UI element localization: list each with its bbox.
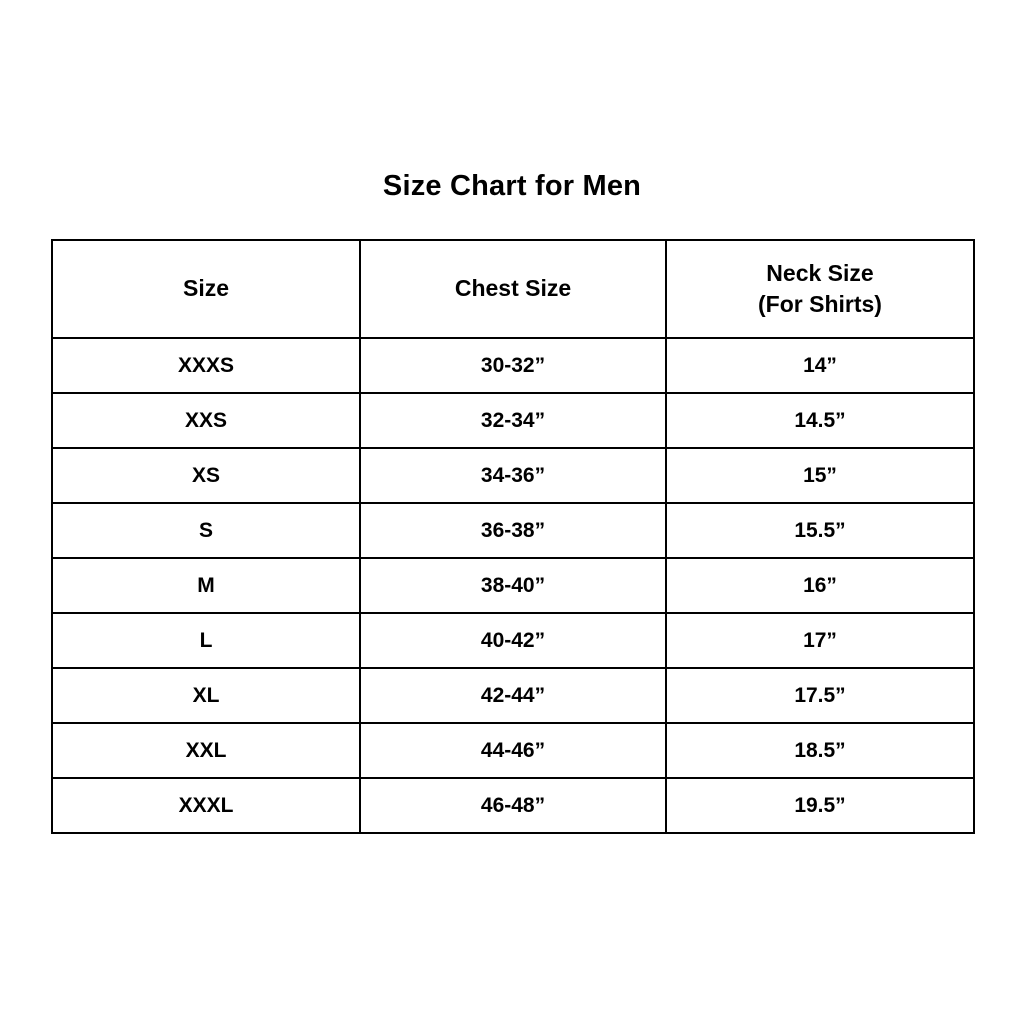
column-header-neck-sublabel: (For Shirts) — [758, 291, 882, 317]
cell-chest: 34-36” — [360, 448, 666, 503]
cell-neck: 15.5” — [666, 503, 974, 558]
cell-chest: 42-44” — [360, 668, 666, 723]
table-row — [52, 338, 974, 393]
cell-chest: 38-40” — [360, 558, 666, 613]
cell-neck: 16” — [666, 558, 974, 613]
table-row — [52, 393, 974, 448]
size-chart-table-container — [51, 239, 973, 834]
column-header-neck-label: Neck Size — [766, 259, 874, 286]
table-row — [52, 723, 974, 778]
cell-neck: 15” — [666, 448, 974, 503]
column-header-neck — [666, 240, 974, 338]
cell-chest: 32-34” — [360, 393, 666, 448]
cell-size: XXXS — [52, 338, 360, 393]
column-header-size — [52, 240, 360, 338]
cell-neck: 17.5” — [666, 668, 974, 723]
size-chart-table — [51, 239, 975, 834]
table-row — [52, 613, 974, 668]
table-row — [52, 558, 974, 613]
cell-chest: 46-48” — [360, 778, 666, 833]
table-row — [52, 778, 974, 833]
cell-chest: 44-46” — [360, 723, 666, 778]
cell-chest: 30-32” — [360, 338, 666, 393]
table-body — [52, 338, 974, 833]
table-header-row — [52, 240, 974, 338]
cell-size: S — [52, 503, 360, 558]
table-row — [52, 668, 974, 723]
table-header — [52, 240, 974, 338]
cell-size: XL — [52, 668, 360, 723]
cell-chest: 40-42” — [360, 613, 666, 668]
table-row — [52, 448, 974, 503]
cell-size: XXL — [52, 723, 360, 778]
column-header-size-label: Size — [182, 275, 230, 302]
cell-neck: 18.5” — [666, 723, 974, 778]
cell-neck: 14” — [666, 338, 974, 393]
column-header-chest — [360, 240, 666, 338]
column-header-chest-label: Chest Size — [454, 275, 572, 302]
cell-size: M — [52, 558, 360, 613]
cell-chest: 36-38” — [360, 503, 666, 558]
table-row — [52, 503, 974, 558]
cell-size: XXS — [52, 393, 360, 448]
cell-neck: 14.5” — [666, 393, 974, 448]
page-title: Size Chart for Men — [382, 170, 642, 202]
cell-neck: 17” — [666, 613, 974, 668]
cell-size: XXXL — [52, 778, 360, 833]
cell-size: XS — [52, 448, 360, 503]
cell-neck: 19.5” — [666, 778, 974, 833]
cell-size: L — [52, 613, 360, 668]
